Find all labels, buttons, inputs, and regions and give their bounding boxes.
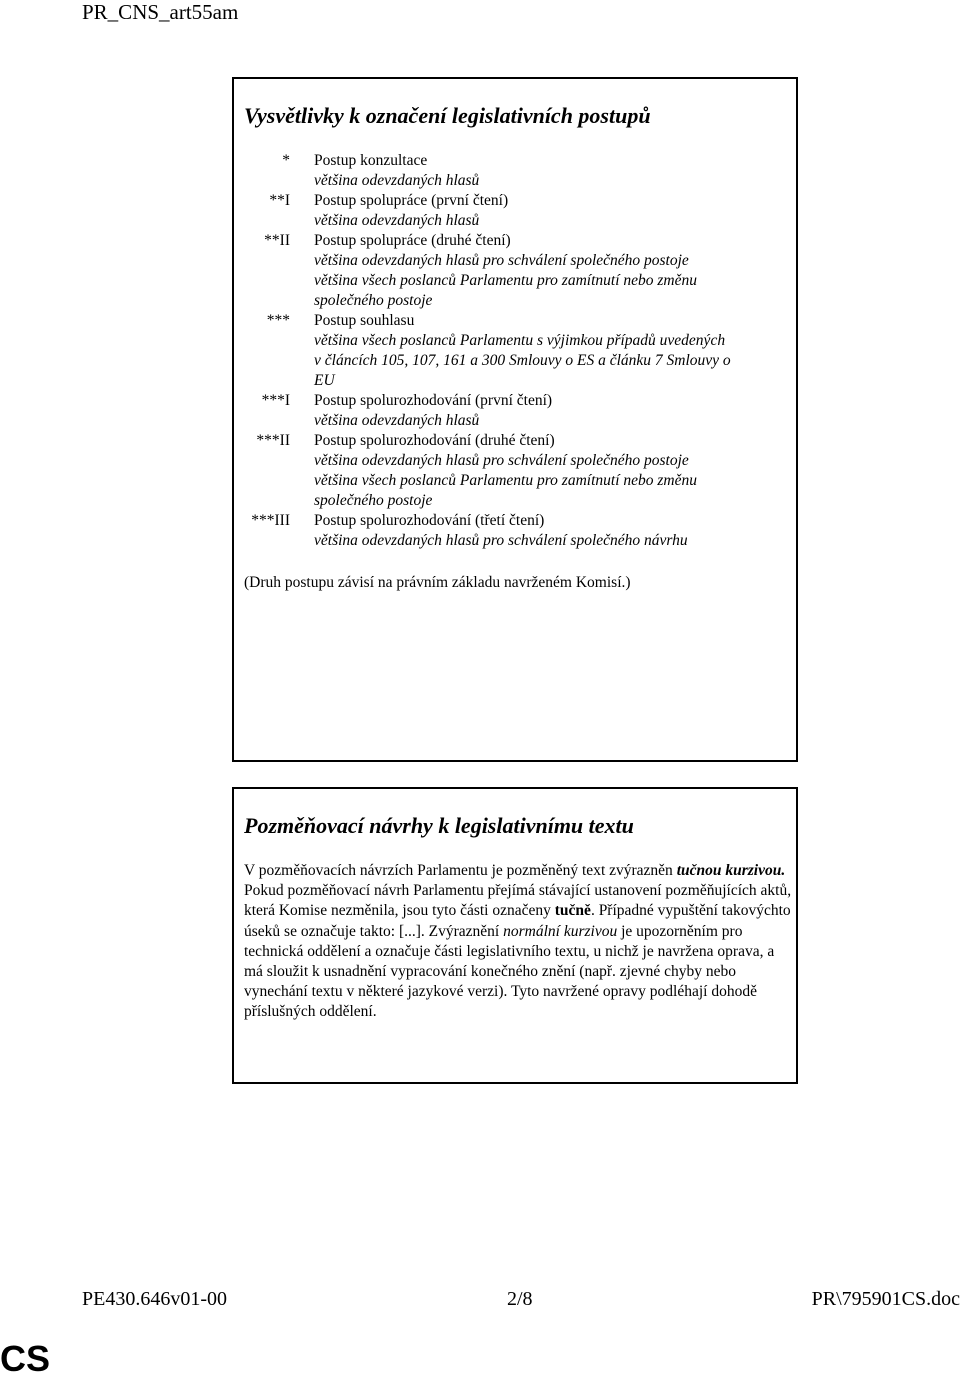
procedure-row bbox=[234, 151, 796, 191]
procedure-majority-line: většina odevzdaných hlasů pro schválení společného postoje bbox=[314, 252, 689, 269]
procedure-body bbox=[314, 511, 790, 551]
procedure-majority-line: většina odevzdaných hlasů bbox=[314, 172, 480, 189]
procedure-majority-line: většina všech poslanců Parlamentu s výjimkou případů uvedených bbox=[314, 332, 726, 349]
procedure-row bbox=[234, 511, 796, 551]
procedure-name: Postup spolupráce (první čtení) bbox=[314, 192, 509, 209]
amendments-bold-text: tučně bbox=[554, 902, 591, 920]
procedure-row bbox=[234, 311, 796, 391]
procedure-code: ***II bbox=[256, 432, 290, 449]
amendments-bold-italic-text: tučnou kurzivou. bbox=[676, 862, 786, 879]
procedure-name: Postup spolurozhodování (druhé čtení) bbox=[314, 432, 555, 449]
procedure-majority-line: společného postoje bbox=[314, 492, 433, 509]
language-code: CS bbox=[0, 1338, 51, 1379]
procedure-majority-line: většina všech poslanců Parlamentu pro zamítnutí nebo změnu bbox=[314, 472, 697, 489]
legend-box bbox=[232, 77, 798, 762]
footer-page-number: 2/8 bbox=[507, 1288, 533, 1310]
footer-file-name: PR\795901CS.doc bbox=[811, 1288, 960, 1310]
amendments-paragraph bbox=[244, 861, 792, 1023]
procedure-name: Postup spolupráce (druhé čtení) bbox=[314, 232, 511, 249]
procedure-code: **II bbox=[264, 232, 290, 249]
procedure-body bbox=[314, 231, 790, 311]
legend-title: Vysvětlivky k označení legislativních postupů bbox=[244, 103, 651, 128]
procedure-body bbox=[314, 431, 790, 511]
procedure-majority-line: většina odevzdaných hlasů pro schválení společného návrhu bbox=[314, 532, 688, 549]
amendments-text-1: V pozměňovacích návrzích Parlamentu je pozměněný text zvýrazněn bbox=[244, 862, 677, 879]
procedure-row bbox=[234, 231, 796, 311]
amendments-italic-text: normální kurzivou bbox=[503, 922, 618, 940]
amendments-title: Pozměňovací návrhy k legislativnímu textu bbox=[244, 813, 634, 838]
procedure-name: Postup spolurozhodování (první čtení) bbox=[314, 392, 553, 409]
procedure-row bbox=[234, 431, 796, 511]
procedure-majority-line: většina odevzdaných hlasů pro schválení společného postoje bbox=[314, 452, 689, 469]
procedure-code: ***III bbox=[251, 512, 290, 529]
amendments-box bbox=[232, 787, 798, 1084]
procedure-body bbox=[314, 311, 790, 391]
procedure-name: Postup souhlasu bbox=[314, 312, 415, 329]
footer-document-ref: PE430.646v01-00 bbox=[82, 1288, 227, 1310]
procedure-row bbox=[234, 191, 796, 231]
procedure-majority-line: EU bbox=[314, 372, 335, 389]
procedure-code: ***I bbox=[261, 392, 290, 409]
procedure-majority-line: většina odevzdaných hlasů bbox=[314, 412, 480, 429]
procedure-code: **I bbox=[269, 192, 290, 209]
procedure-body bbox=[314, 151, 790, 191]
procedure-body bbox=[314, 191, 790, 231]
procedure-majority-line: většina všech poslanců Parlamentu pro zamítnutí nebo změnu bbox=[314, 272, 697, 289]
procedure-majority-line: většina odevzdaných hlasů bbox=[314, 212, 480, 229]
procedure-body bbox=[314, 391, 790, 431]
amendments-text-2: Pokud pozměňovací návrh Parlamentu přejímá stávající ustanovení pozměňujících aktů, která Komise nezměnila, jsou tyto části označeny bbox=[244, 882, 792, 920]
procedure-code: * bbox=[282, 152, 290, 169]
amendments-text-3: . Případné vypuštění takovýchto úseků se označuje takto: [...]. Zvýraznění bbox=[244, 902, 791, 940]
amendments-text-4: je upozorněním pro technická oddělení a označuje části legislativního textu, u nichž je navržena oprava, a má sloužit k usnadnění vypracování konečného znění (např. zjevné chyby nebo vynechání textu v některé jazykové verzi). Tyto navržené opravy podléhají dohodě příslušných oddělení. bbox=[244, 922, 775, 1021]
document-name-header: PR_CNS_art55am bbox=[82, 0, 239, 24]
procedure-majority-line: společného postoje bbox=[314, 292, 433, 309]
procedure-name: Postup konzultace bbox=[314, 152, 428, 169]
legend-note: (Druh postupu závisí na právním základu navrženém Komisí.) bbox=[244, 574, 631, 591]
procedure-row bbox=[234, 391, 796, 431]
procedure-code: *** bbox=[266, 312, 290, 329]
procedure-list bbox=[234, 151, 796, 551]
procedure-majority-line: v článcích 105, 107, 161 a 300 Smlouvy o ES a článku 7 Smlouvy o bbox=[314, 352, 731, 369]
procedure-name: Postup spolurozhodování (třetí čtení) bbox=[314, 512, 545, 529]
